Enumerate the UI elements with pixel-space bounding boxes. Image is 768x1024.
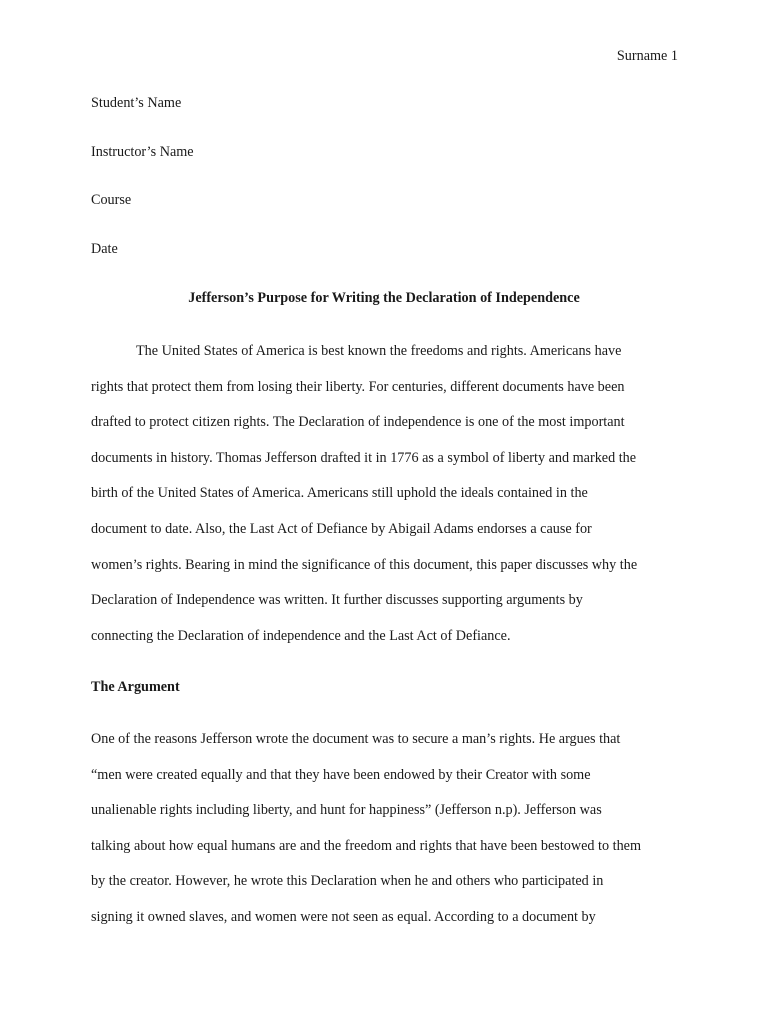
- paragraph-line: “men were created equally and that they have been endowed by their Creator with some: [91, 766, 591, 783]
- essay-title: Jefferson’s Purpose for Writing the Declaration of Independence: [188, 290, 580, 306]
- paragraph-argument: [91, 730, 691, 944]
- paragraph-line: One of the reasons Jefferson wrote the document was to secure a man’s rights. He argues that: [91, 731, 621, 747]
- paragraph-line: documents in history. Thomas Jefferson drafted it in 1776 as a symbol of liberty and marked the: [91, 449, 637, 466]
- paragraph-line: unalienable rights including liberty, and hunt for happiness” (Jefferson n.p). Jefferson was: [91, 802, 602, 819]
- paragraph-introduction: [91, 342, 691, 662]
- date: Date: [91, 240, 118, 257]
- paragraph-line: signing it owned slaves, and women were not seen as equal. According to a document by: [91, 908, 596, 925]
- paragraph-line: birth of the United States of America. Americans still uphold the ideals contained in the: [91, 485, 588, 502]
- paragraph-line: women’s rights. Bearing in mind the significance of this document, this paper discusses why the: [91, 556, 638, 573]
- student-name: Student’s Name: [91, 95, 182, 111]
- running-head: Surname 1: [616, 48, 678, 64]
- paragraph-line: connecting the Declaration of independence and the Last Act of Defiance.: [91, 627, 511, 644]
- paragraph-line: talking about how equal humans are and the freedom and rights that have been bestowed to them: [91, 837, 641, 854]
- student-heading-block: [91, 94, 194, 288]
- section-heading-argument: The Argument: [91, 679, 180, 695]
- course-name: Course: [91, 192, 132, 208]
- paragraph-line: The United States of America is best known the freedoms and rights. Americans have: [136, 343, 622, 359]
- paragraph-line: document to date. Also, the Last Act of Defiance by Abigail Adams endorses a cause for: [91, 520, 592, 537]
- instructor-name: Instructor’s Name: [91, 143, 194, 160]
- paragraph-line: Declaration of Independence was written. It further discusses supporting arguments by: [91, 592, 583, 609]
- paragraph-line: by the creator. However, he wrote this Declaration when he and others who participated in: [91, 873, 604, 890]
- paragraph-line: drafted to protect citizen rights. The Declaration of independence is one of the most important: [91, 414, 625, 431]
- paragraph-line: rights that protect them from losing their liberty. For centuries, different documents have been: [91, 378, 625, 395]
